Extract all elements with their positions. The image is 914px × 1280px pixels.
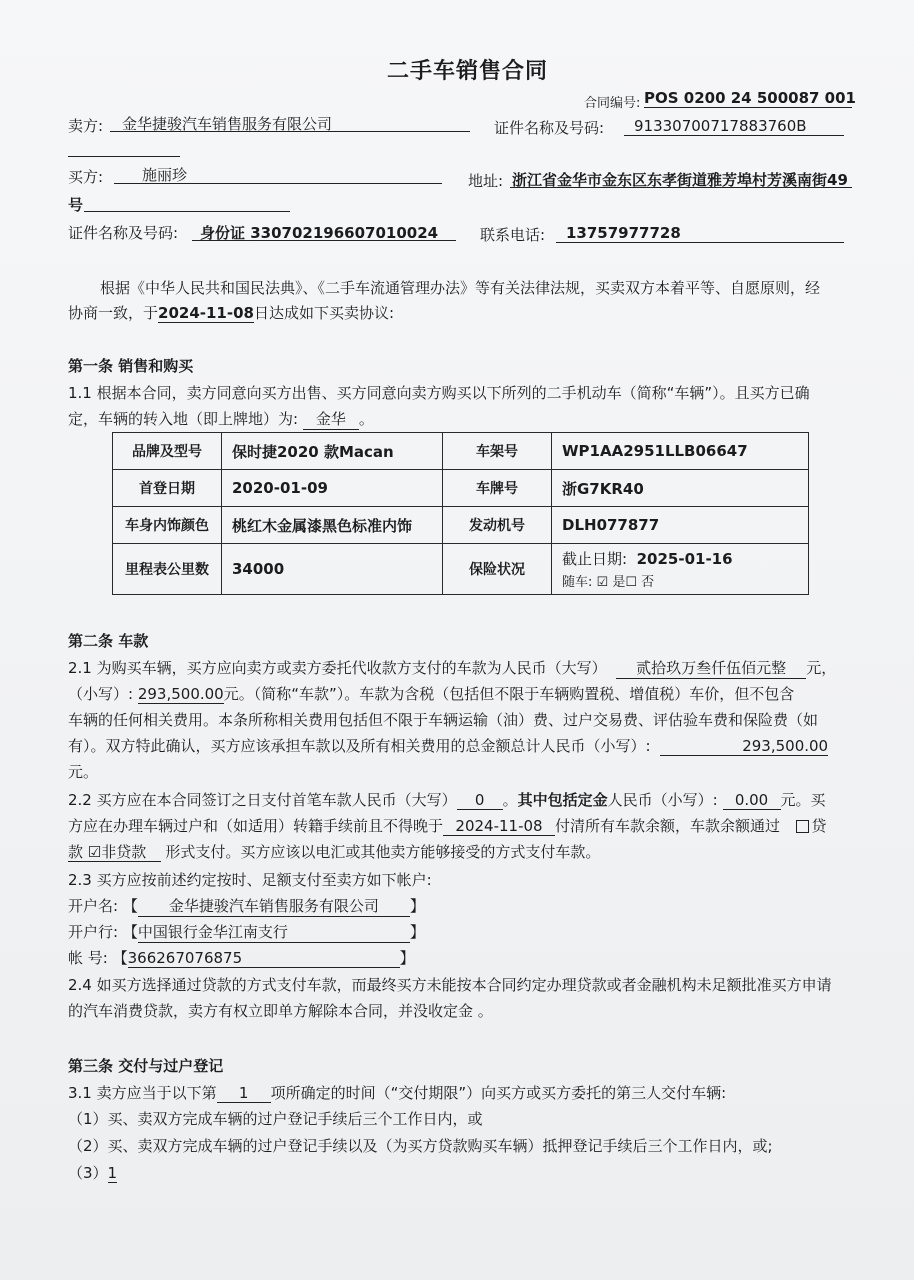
total-amount: 293,500.00 xyxy=(660,737,828,756)
loan-checkbox-icon xyxy=(796,820,809,833)
delivery-option-2: （2）买、卖双方完成车辆的过户登记手续以及（为买方贷款购买车辆）抵押登记手续后三个工作日内，或; xyxy=(68,1137,773,1155)
balance-due-date: 2024-11-08 xyxy=(443,817,555,836)
buyer-id-value: 身份证 330702196607010024 xyxy=(200,224,439,242)
color-label: 车身内饰颜色 xyxy=(113,507,222,544)
agreement-date: 2024-11-08 xyxy=(158,304,254,322)
vehicle-table xyxy=(112,432,809,595)
seller-label: 卖方: xyxy=(68,117,104,135)
account-name-row: 开户名: 【 金华捷骏汽车销售服务有限公司 】 xyxy=(68,897,425,915)
buyer-address-label: 地址: xyxy=(468,172,504,190)
account-bank-row: 开户行: 【中国银行金华江南支行 】 xyxy=(68,923,425,941)
contract-no-value: POS 0200 24 500087 001 xyxy=(644,89,856,107)
plate-value: 浙G7KR40 xyxy=(552,470,809,507)
delivery-option-3: （3）1 xyxy=(68,1164,118,1182)
page-title: 二手车销售合同 xyxy=(387,59,549,84)
account-bank: 中国银行金华江南支行 xyxy=(138,921,410,943)
seller-id-label: 证件名称及号码: xyxy=(494,119,605,137)
insurance-label: 保险状况 xyxy=(443,544,552,595)
insurance-cell: 截止日期: 2025-01-16 随车: ☑ 是☐ 否 xyxy=(552,544,809,595)
buyer-phone-value: 13757977728 xyxy=(566,224,681,242)
checkbox-no-icon: ☐ xyxy=(625,575,637,590)
seller-id-value: 91330700717883760B xyxy=(634,117,807,135)
account-name: 金华捷骏汽车销售服务有限公司 xyxy=(138,895,410,917)
vin-value: WP1AA2951LLB06647 xyxy=(552,433,809,470)
clause-2-1-line-1: 2.1 为购买车辆，买方应向卖方或卖方委托代收款方支付的车款为人民币（大写） 贰拾玖万叁仟伍佰元整 元， xyxy=(68,659,837,677)
vin-label: 车架号 xyxy=(443,433,552,470)
engine-value: DLH077877 xyxy=(552,507,809,544)
buyer-address-cont: 号 xyxy=(68,196,84,214)
mileage-value: 34000 xyxy=(222,544,443,595)
article-3-heading: 第三条 交付与过户登记 xyxy=(68,1057,224,1075)
article-1-heading: 第一条 销售和购买 xyxy=(68,357,194,375)
clause-2-2-line-2: 方应在办理车辆过户和（如适用）转籍手续前且不得晚于 2024-11-08 付清所有车款余额，车款余额通过 贷 xyxy=(68,817,827,835)
clause-1-1-line-2: 定，车辆的转入地（即上牌地）为: 金华 。 xyxy=(68,410,374,428)
clause-2-4-line-1: 2.4 如买方选择通过贷款的方式支付车款，而最终买方未能按本合同约定办理贷款或者金融机构未足额批准买方申请 xyxy=(68,976,832,994)
check-yes-icon: ☑ xyxy=(596,575,609,590)
non-loan-check-icon: ☑ xyxy=(87,843,102,861)
buyer-address-value: 浙江省金华市金东区东孝街道雅芳埠村芳溪南街49 xyxy=(512,171,848,189)
amount-in-figures: 293,500.00 xyxy=(137,685,224,703)
amount-in-words: 贰拾玖万叁仟伍佰元整 xyxy=(616,657,806,679)
clause-2-1-line-4: 有）。双方特此确认，买方应该承担车款以及所有相关费用的总金额总计人民币（小写）: 293,500.00 xyxy=(68,737,829,755)
clause-2-4-line-2: 的汽车消费贷款，卖方有权立即单方解除本合同，并没收定金 。 xyxy=(68,1002,493,1020)
insurance-expiry: 2025-01-16 xyxy=(636,550,733,568)
clause-1-1-line-1: 1.1 根据本合同，卖方同意向买方出售、买方同意向卖方购买以下所列的二手机动车（简称“车辆”）。且买方已确 xyxy=(68,384,810,402)
clause-2-3: 2.3 买方应按前述约定按时、足额支付至卖方如下帐户: xyxy=(68,871,432,889)
intro-line-2: 协商一致，于2024-11-08日达成如下买卖协议: xyxy=(68,304,395,322)
buyer-name: 施丽珍 xyxy=(142,166,188,184)
buyer-label: 买方: xyxy=(68,168,104,186)
intro-line-1: 根据《中华人民共和国民法典》、《二手车流通管理办法》等有关法律法规，买卖双方本着平等、自愿原则，经 xyxy=(100,279,821,297)
delivery-option-1: （1）买、卖双方完成车辆的过户登记手续后三个工作日内，或 xyxy=(68,1110,483,1128)
reg-date-label: 首登日期 xyxy=(113,470,222,507)
seller-name: 金华捷骏汽车销售服务有限公司 xyxy=(122,115,333,133)
account-number: 366267076875 xyxy=(128,949,400,968)
contract-no-label: 合同编号: xyxy=(584,96,641,111)
clause-3-1: 3.1 卖方应当于以下第 1 项所确定的时间（“交付期限”）向买方或买方委托的第三人交付车辆: xyxy=(68,1084,727,1102)
clause-2-1-line-3: 车辆的任何相关费用。本条所称相关费用包括但不限于车辆运输（油）费、过户交易费、评估验车费和保险费（如 xyxy=(68,711,819,729)
brand-label: 品牌及型号 xyxy=(113,433,222,470)
buyer-id-label: 证件名称及号码: xyxy=(68,224,179,242)
clause-2-2-line-3: 款 ☑非贷款 形式支付。买方应该以电汇或其他卖方能够接受的方式支付车款。 xyxy=(68,843,601,861)
plate-label: 车牌号 xyxy=(443,470,552,507)
article-2-heading: 第二条 车款 xyxy=(68,632,149,650)
registration-city: 金华 xyxy=(303,408,359,430)
mileage-label: 里程表公里数 xyxy=(113,544,222,595)
deposit-amount: 0.00 xyxy=(723,791,781,810)
color-value: 桃红木金属漆黑色标准内饰 xyxy=(222,507,443,544)
clause-2-1-line-2: （小写）: 293,500.00元。（简称“车款”）。车款为含税（包括但不限于车辆购置税、增值税）车价，但不包含 xyxy=(68,685,795,703)
clause-2-1-line-5: 元。 xyxy=(68,763,99,781)
buyer-phone-label: 联系电话: xyxy=(480,226,546,244)
delivery-option-number: 1 xyxy=(217,1084,271,1103)
reg-date-value: 2020-01-09 xyxy=(222,470,443,507)
first-payment: 0 xyxy=(457,791,503,810)
engine-label: 发动机号 xyxy=(443,507,552,544)
account-no-row: 帐 号: 【366267076875 】 xyxy=(68,949,415,967)
brand-value: 保时捷2020 款Macan xyxy=(222,433,443,470)
clause-2-2-line-1: 2.2 买方应在本合同签订之日支付首笔车款人民币（大写） 0 。其中包括定金人民币（小写）: 0.00 元。买 xyxy=(68,791,826,809)
